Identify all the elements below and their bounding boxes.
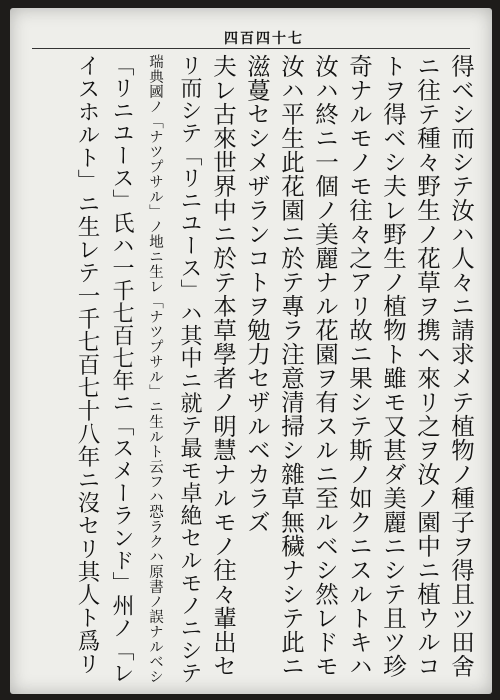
header-rule [32,48,470,49]
text-column: 「リニユース」氏ハ一千七百七年ニ「スメーランド」州ノ「レ [109,54,134,684]
text-column: リ而シテ「リニユース」ハ其中ニ就テ最モ卓絶セルモノニシテ [177,54,202,684]
text-column: 瑞典國ノ「ナツプサル」ノ地ニ生レ「ナツプサル」ニ生ルト云フハ恐ラクハ原書ノ誤ナルベシ [147,54,163,684]
text-column: 滋蔓セシメザランコトヲ勉力セザルベカラズ [243,54,271,534]
text-column: 奇ナルモノモ往々之アリ故ニ果シテ斯ノ如クニスルトキハ [345,54,373,678]
text-column: 汝ハ平生此花園ニ於テ專ラ注意清掃シ雜草無穢ナシテ此ニ [277,54,305,678]
text-column: トヲ得ベシ夫レ野生ノ植物ト雖モ又甚ダ美麗ニシテ且ツ珍 [379,54,407,678]
page-number: 四百四十七 [224,31,304,47]
text-column: 得ベシ而シテ汝ハ人々ニ請求メテ植物ノ種子ヲ得且ツ田舍 [447,54,475,678]
text-column: 夫レ古來世界中ニ於テ本草學者ノ明慧ナルモノ往々輩出セ [209,54,237,678]
book-page [10,8,492,694]
text-column: ニ往テ種々野生ノ花草ヲ携ヘ來リ之ヲ汝ノ園中ニ植ウルコ [413,54,441,678]
text-column: 汝ハ終ニ一個ノ美麗ナル花園ヲ有スルニ至ルベシ然レドモ [311,54,339,678]
text-column: イスホルト」ニ生レテ一千七百七十八年ニ沒セリ其人ト爲リ [74,54,100,675]
